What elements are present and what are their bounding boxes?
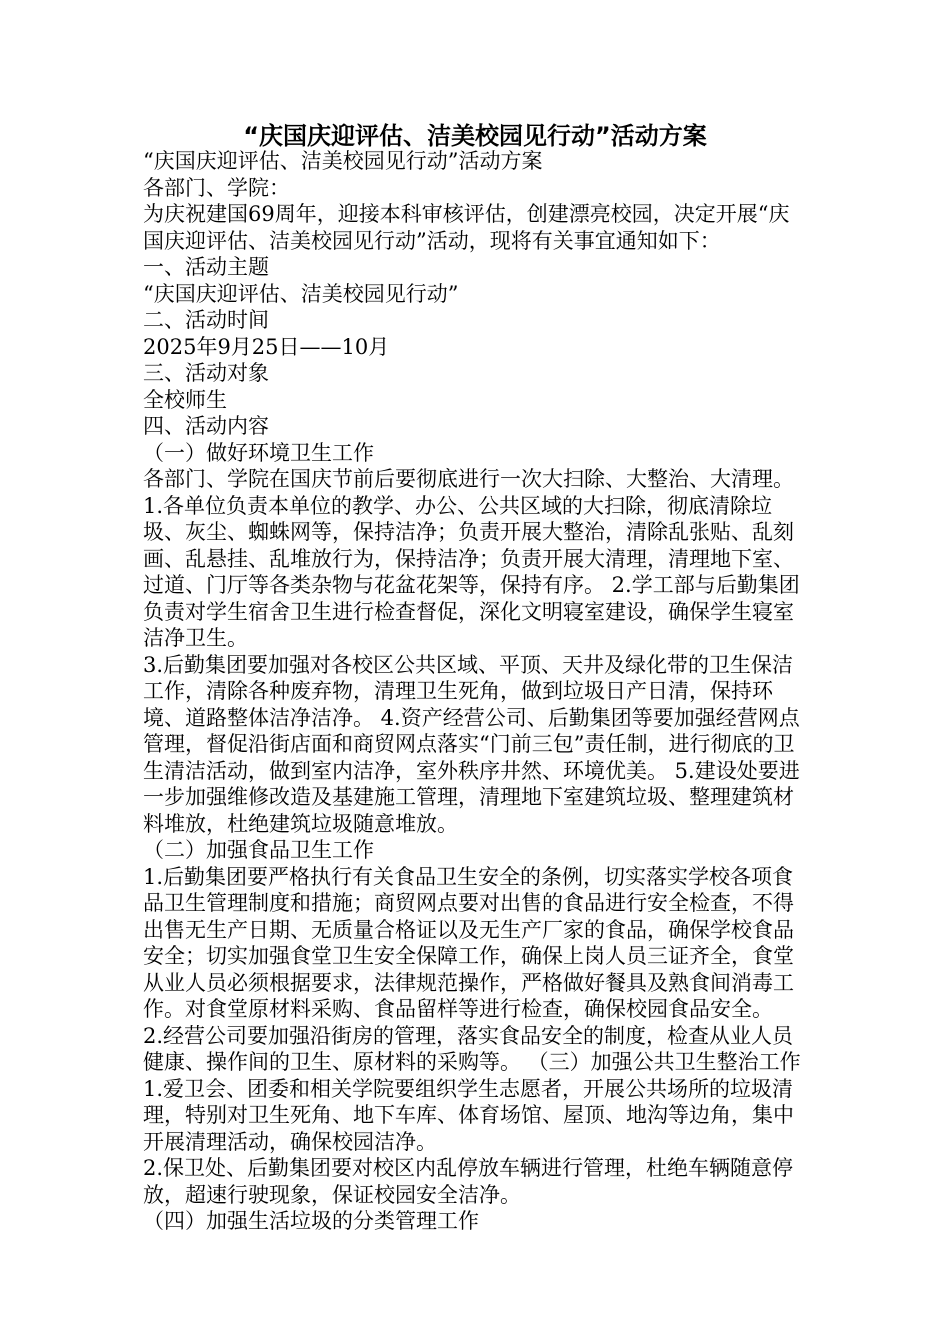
theme-text: “庆国庆迎评估、洁美校园见行动” bbox=[143, 281, 459, 306]
section-heading-audience: 三、活动对象 bbox=[143, 361, 269, 385]
paragraph: 2.保卫处、后勤集团要对校区内乱停放车辆进行管理，杜绝车辆随意停放，超速行驶现象，保证校园安全洁净。 bbox=[143, 1156, 794, 1207]
subsection-heading-4: （四）加强生活垃圾的分类管理工作 bbox=[143, 1209, 479, 1233]
time-text: 2025年9月25日——10月 bbox=[143, 334, 390, 359]
paragraph: 1.各单位负责本单位的教学、办公、公共区域的大扫除，彻底清除垃圾、灰尘、蜘蛛网等，保持洁净；负责开展大整治，清除乱张贴、乱刻画、乱悬挂、乱堆放行为，保持洁净；负责开展大清理，清理地下室、过道、门厅等各类杂物与花盆花架等，保持有序。 2.学工部与后勤集团负责对学生宿舍卫生进行检查督促，深化文明寝室建设，确保学生寝室洁净卫生。 bbox=[143, 493, 800, 650]
audience-text: 全校师生 bbox=[143, 387, 227, 412]
subtitle-line: “庆国庆迎评估、洁美校园见行动”活动方案 bbox=[143, 149, 543, 173]
section-heading-content: 四、活动内容 bbox=[143, 414, 269, 438]
document-title: “庆国庆迎评估、洁美校园见行动”活动方案 bbox=[243, 122, 707, 150]
paragraph: 1.后勤集团要严格执行有关食品卫生安全的条例，切实落实学校各项食品卫生管理制度和措施；商贸网点要对出售的食品进行安全检查，不得出售无生产日期、无质量合格证以及无生产厂家的食品，确保学校食品安全；切实加强食堂卫生安全保障工作，确保上岗人员三证齐全，食堂从业人员必须根据要求，法律规范操作，严格做好餐具及熟食间消毒工作。对食堂原材料采购、食品留样等进行检查，确保校园食品安全。 bbox=[143, 864, 794, 1021]
salutation: 各部门、学院： bbox=[143, 175, 290, 200]
paragraph: 3.后勤集团要加强对各校区公共区域、平顶、天井及绿化带的卫生保洁工作，清除各种废弃物，清理卫生死角，做到垃圾日产日清，保持环境、道路整体洁净洁净。 4.资产经营公司、后勤集团等要加强经营网点管理，督促沿街店面和商贸网点落实“门前三包”责任制，进行彻底的卫生清洁活动，做到室内洁净，室外秩序井然、环境优美。 5.建设处要进一步加强维修改造及基建施工管理，清理地下室建筑垃圾、整理建筑材料堆放，杜绝建筑垃圾随意堆放。 bbox=[143, 652, 800, 836]
section-heading-time: 二、活动时间 bbox=[143, 308, 269, 332]
intro-paragraph: 为庆祝建国69周年，迎接本科审核评估，创建漂亮校园，决定开展“庆国庆迎评估、洁美校园见行动”活动，现将有关事宜通知如下： bbox=[143, 202, 790, 253]
subsection-heading-1: （一）做好环境卫生工作 bbox=[143, 440, 374, 465]
subsection-heading-2: （二）加强食品卫生工作 bbox=[143, 838, 374, 862]
document-body bbox=[143, 148, 809, 1235]
section-heading-theme: 一、活动主题 bbox=[143, 255, 269, 279]
paragraph: 各部门、学院在国庆节前后要彻底进行一次大扫除、大整治、大清理。 bbox=[143, 467, 794, 491]
paragraph: 2.经营公司要加强沿街房的管理，落实食品安全的制度，检查从业人员健康、操作间的卫生、原材料的采购等。 （三）加强公共卫生整治工作 1.爱卫会、团委和相关学院要组织学生志愿者，开展公共场所的垃圾清理，特别对卫生死角、地下车库、体育场馆、屋顶、地沟等边角，集中开展清理活动，确保校园洁净。 bbox=[143, 1023, 801, 1154]
